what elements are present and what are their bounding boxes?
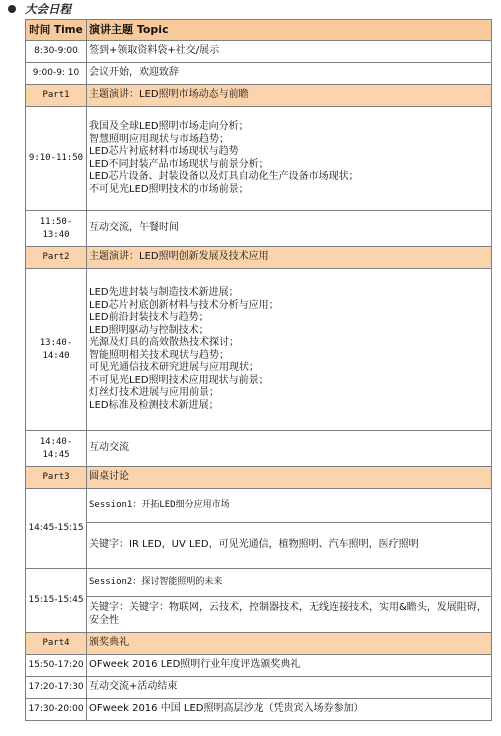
session-title: Session2：探讨智能照明的未来	[87, 569, 492, 597]
row-time: 15:15-15:45	[26, 569, 87, 633]
list-item: 我国及全球LED照明市场走向分析；	[89, 121, 249, 132]
table-row	[26, 41, 492, 63]
row-topic: 互动交流，午餐时间	[87, 211, 492, 247]
part-label: Part1	[26, 85, 87, 107]
part-label: Part4	[26, 633, 87, 655]
part-title: 颁奖典礼	[87, 633, 492, 655]
row-topic-list	[87, 107, 492, 211]
part-row	[26, 85, 492, 107]
row-topic: OFweek 2016 LED照明行业年度评选颁奖典礼	[87, 655, 492, 677]
session-title: Session1：开拓LED细分应用市场	[87, 489, 492, 523]
table-row	[26, 569, 492, 597]
table-row	[26, 63, 492, 85]
list-item: 不可见光LED照明技术应用现状与前景；	[89, 374, 269, 386]
part-row	[26, 633, 492, 655]
list-item: LED芯片设备、封装设备以及灯具自动化生产设备市场现状；	[89, 171, 359, 182]
row-time: 17:20-17:30	[26, 677, 87, 699]
session-keywords: 关键字：关键字：物联网，云技术，控制器技术，无线连接技术，实用&瞻头，发展阻碍，安全性	[87, 597, 492, 633]
table-row	[26, 107, 492, 211]
section-heading	[6, 0, 71, 18]
row-time: 14:45-15:15	[26, 489, 87, 569]
agenda-table	[25, 19, 492, 721]
list-item: LED前沿封装技术与趋势；	[89, 312, 209, 323]
row-topic: OFweek 2016 中国 LED照明高层沙龙（凭贵宾入场券参加）	[87, 699, 492, 721]
part-label: Part2	[26, 247, 87, 269]
part-title: 主题演讲：LED照明创新发展及技术应用	[87, 247, 492, 269]
part-title: 主题演讲：LED照明市场动态与前瞻	[87, 85, 492, 107]
table-row	[26, 699, 492, 721]
row-topic: 签到+领取资料袋+社交/展示	[87, 41, 492, 63]
row-time: 15:50-17:20	[26, 655, 87, 677]
row-time: 13:40- 14:40	[26, 269, 87, 431]
row-topic: 互动交流	[87, 431, 492, 467]
table-row	[26, 269, 492, 431]
header-time: 时间 Time	[26, 20, 87, 41]
row-time: 9:00-9: 10	[26, 63, 87, 85]
list-item: LED标准及检测技术新进展；	[89, 399, 219, 411]
header-topic: 演讲主题 Topic	[87, 20, 492, 41]
row-time: 9:10-11:50	[26, 107, 87, 211]
table-row	[26, 597, 492, 633]
row-time: 17:30-20:00	[26, 699, 87, 721]
table-row	[26, 523, 492, 569]
list-item: 光源及灯具的高效散热技术探讨；	[89, 337, 239, 348]
row-time: 14:40- 14:45	[26, 431, 87, 467]
table-row	[26, 489, 492, 523]
part-row	[26, 247, 492, 269]
part-row	[26, 467, 492, 489]
list-item: 灯丝灯技术进展与应用前景；	[89, 387, 219, 398]
bullet-icon	[8, 5, 16, 13]
table-row	[26, 655, 492, 677]
list-item: LED照明驱动与控制技术；	[89, 324, 209, 336]
row-topic: 会议开始，欢迎致辞	[87, 63, 492, 85]
part-label: Part3	[26, 467, 87, 489]
section-title: 大会日程	[25, 2, 71, 16]
list-item: LED先进封装与制造技术新进展；	[89, 287, 239, 298]
table-header-row	[26, 20, 492, 41]
part-title: 圆桌讨论	[87, 467, 492, 489]
list-item: 可见光通信技术研究进展与应用现状；	[89, 362, 259, 373]
list-item: LED芯片衬底材料市场现状与趋势	[89, 146, 239, 157]
list-item: 智慧照明应用现状与市场趋势；	[89, 133, 229, 145]
table-row	[26, 677, 492, 699]
row-topic: 互动交流+活动结束	[87, 677, 492, 699]
list-item: LED芯片衬底创新材料与技术分析与应用；	[89, 299, 279, 311]
session-keywords: 关键字：IR LED，UV LED，可见光通信，植物照明、汽车照明，医疗照明	[87, 523, 492, 569]
list-item: 不可见光LED照明技术的市场前景；	[89, 183, 249, 195]
list-item: 智能照明相关技术现状与趋势；	[89, 349, 229, 361]
row-topic-list	[87, 269, 492, 431]
table-row	[26, 211, 492, 247]
row-time: 8:30-9:00	[26, 41, 87, 63]
list-item: LED不同封装产品市场现状与前景分析；	[89, 158, 269, 170]
row-time: 11:50- 13:40	[26, 211, 87, 247]
table-row	[26, 431, 492, 467]
